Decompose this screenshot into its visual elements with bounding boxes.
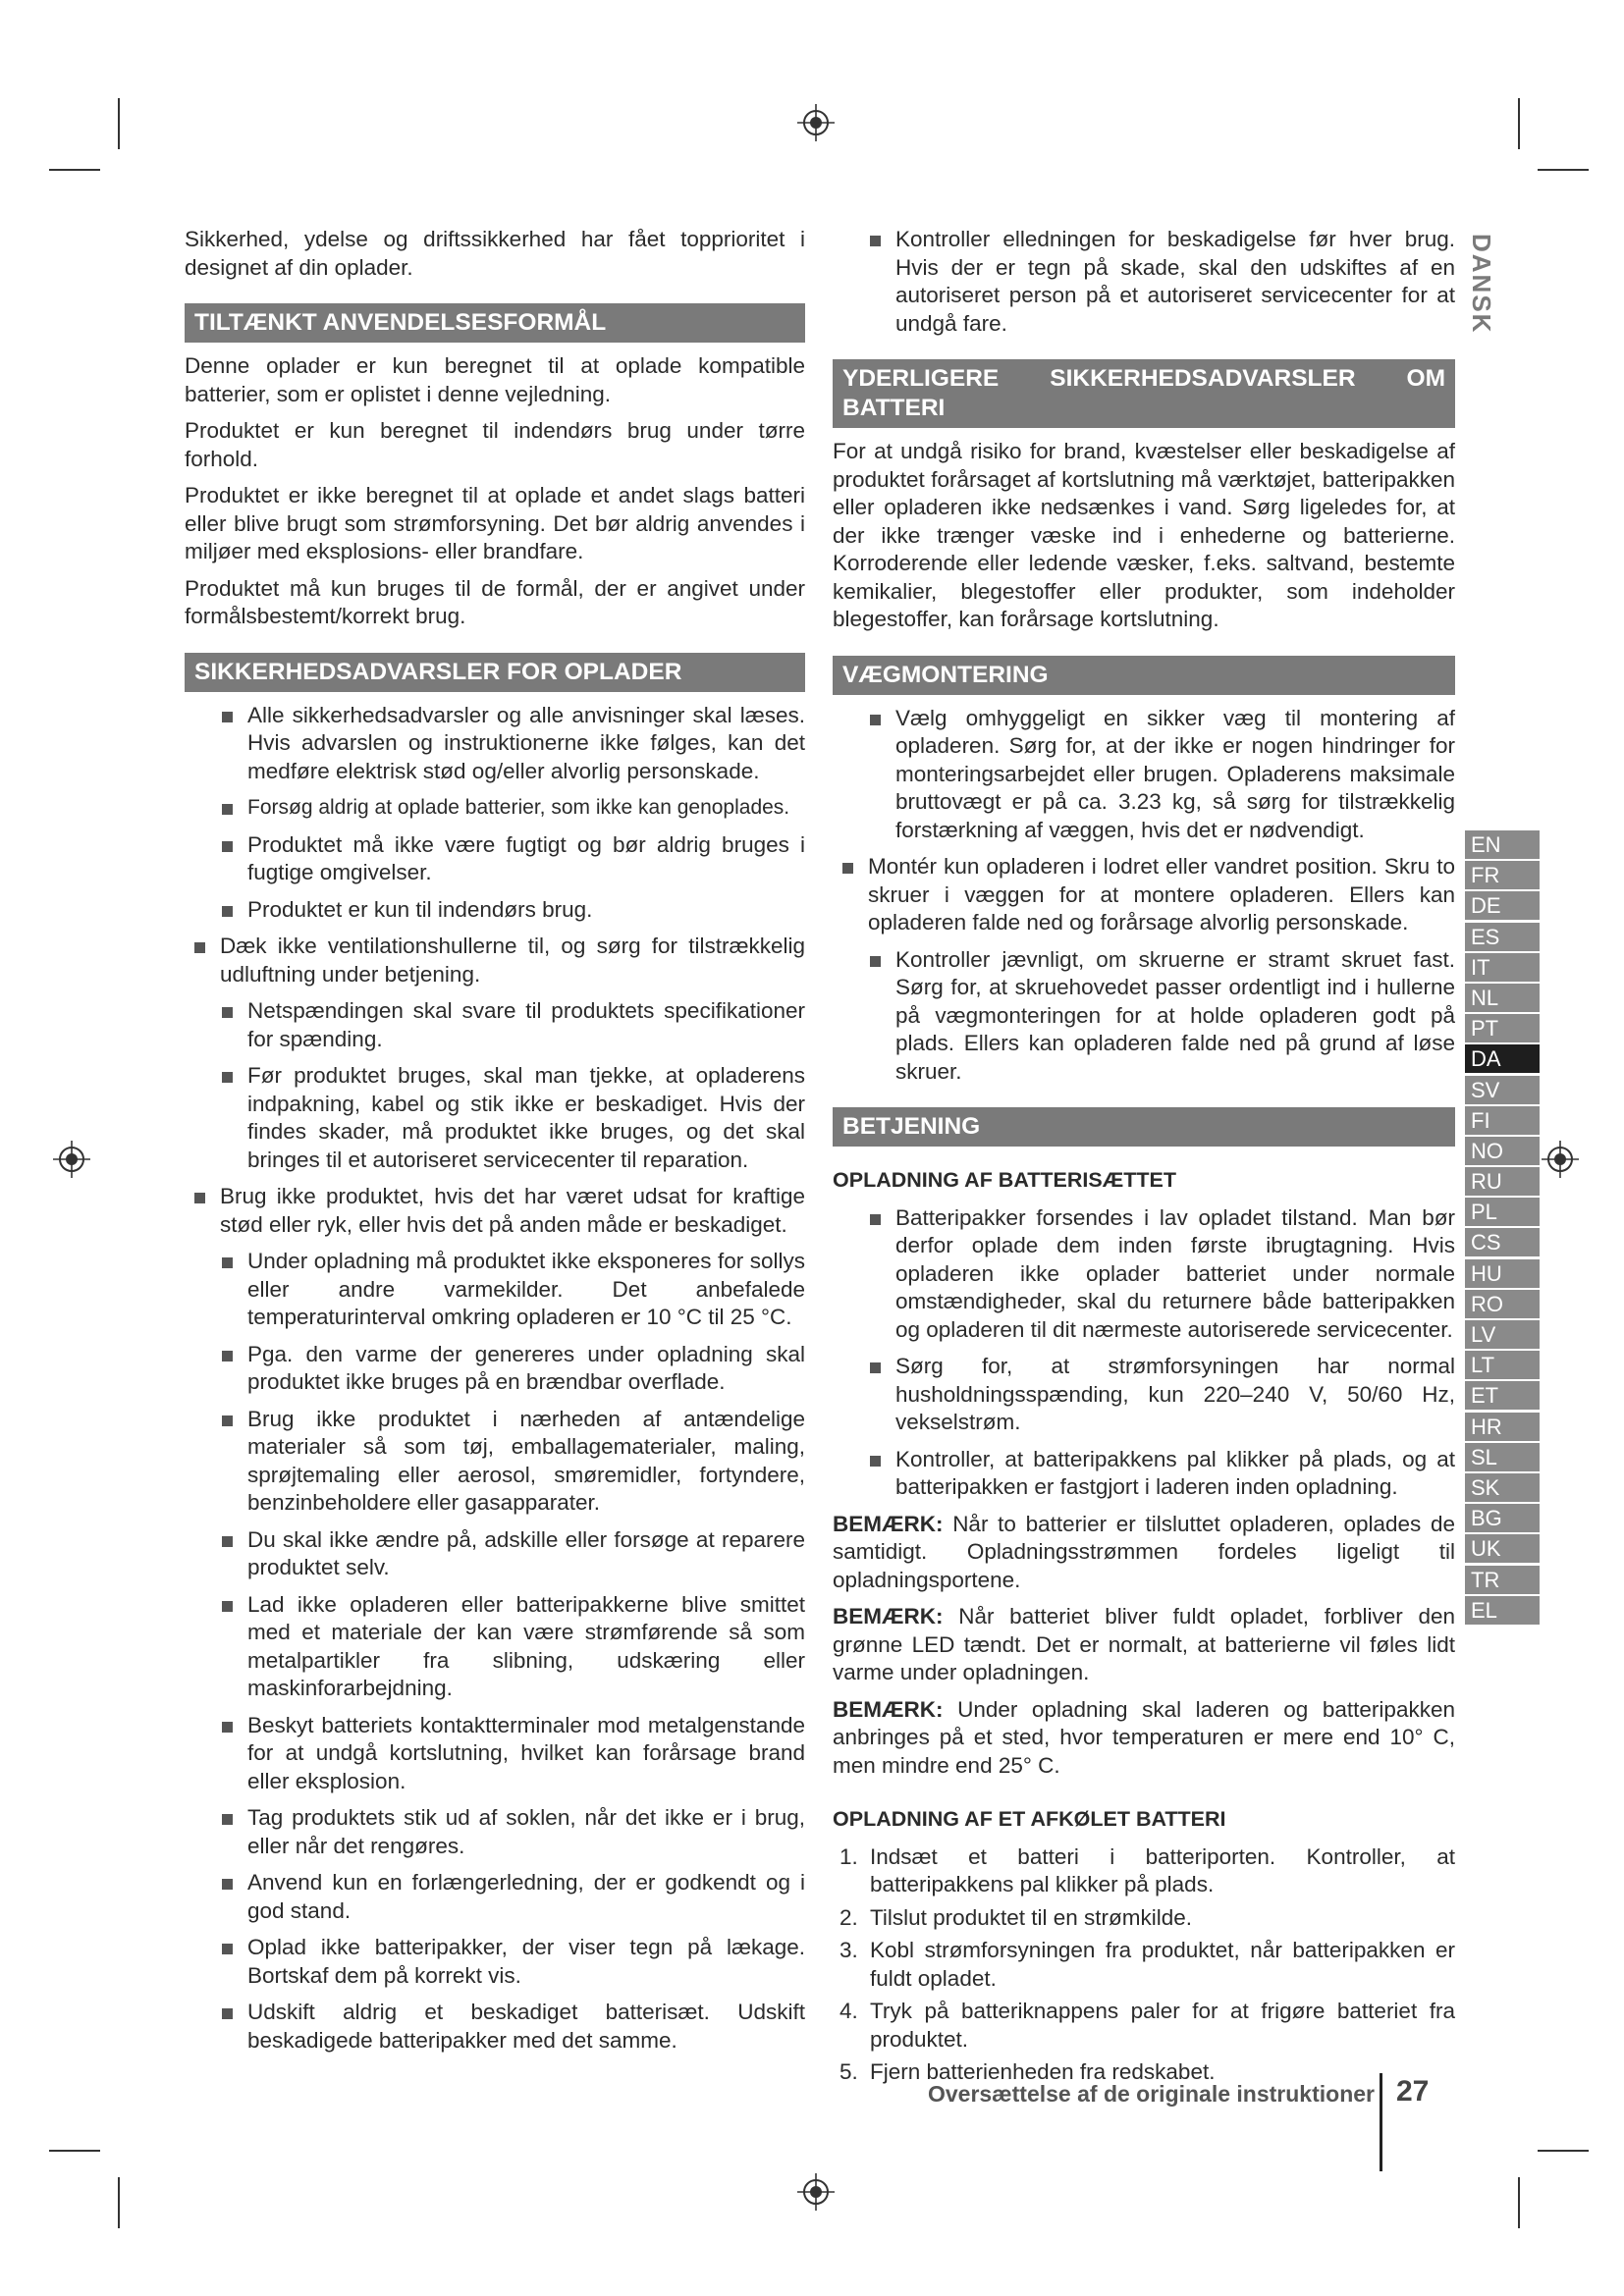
list-item: Anvend kun en forlængerledning, der er godkendt og i god stand. xyxy=(212,1869,805,1925)
steps-list xyxy=(833,1843,1455,2087)
language-tab-no[interactable]: NO xyxy=(1465,1137,1540,1165)
section-heading-charger-safety: SIKKERHEDSADVARSLER FOR OPLADER xyxy=(185,653,805,692)
language-tab-tr[interactable]: TR xyxy=(1465,1566,1540,1594)
language-tab-fr[interactable]: FR xyxy=(1465,861,1540,889)
language-tab-pl[interactable]: PL xyxy=(1465,1198,1540,1226)
charging-list xyxy=(833,1204,1455,1502)
language-tab-et[interactable]: ET xyxy=(1465,1381,1540,1410)
cord-check-list xyxy=(833,226,1455,338)
language-tab-fi[interactable]: FI xyxy=(1465,1106,1540,1135)
crop-mark xyxy=(1518,2177,1520,2228)
list-item: Før produktet bruges, skal man tjekke, at opladerens indpakning, kabel og stik ikke er beskadiget. Hvis der findes skader, må produktet ikke bruges, og det skal bringes til et autoriseret servicecenter til reparation. xyxy=(212,1062,805,1174)
list-item: Netspændingen skal svare til produktets specifikationer for spænding. xyxy=(212,997,805,1053)
list-item: Dæk ikke ventilationshullerne til, og sørg for tilstrækkelig udluftning under betjening. xyxy=(185,933,805,988)
note xyxy=(833,1511,1455,1595)
list-item: Sørg for, at strømforsyningen har normal husholdningsspænding, kun 220–240 V, 50/60 Hz, vekselstrøm. xyxy=(860,1353,1455,1437)
registration-mark-icon xyxy=(797,104,835,141)
note-label: BEMÆRK: xyxy=(833,1696,944,1722)
language-tab-lv[interactable]: LV xyxy=(1465,1320,1540,1349)
crop-mark xyxy=(1518,98,1520,149)
footer-text: Oversættelse af de originale instruktioner xyxy=(927,2081,1375,2107)
list-item: Kontroller, at batteripakkens pal klikker på plads, og at batteripakken er fastgjort i laderen inden opladning. xyxy=(860,1446,1455,1502)
section-heading-wall-mounting: VÆGMONTERING xyxy=(833,656,1455,695)
crop-mark xyxy=(49,169,100,171)
language-tab-sl[interactable]: SL xyxy=(1465,1443,1540,1471)
paragraph: Produktet er kun beregnet til indendørs brug under tørre forhold. xyxy=(185,418,805,471)
list-item: Forsøg aldrig at oplade batterier, som ikke kan genoplades. xyxy=(212,794,805,823)
language-tab-da[interactable]: DA xyxy=(1465,1044,1540,1073)
list-item: Du skal ikke ændre på, adskille eller forsøge at reparere produktet selv. xyxy=(212,1526,805,1582)
paragraph: For at undgå risiko for brand, kvæstelser eller beskadigelse af produktet forårsaget af kortslutning må værktøjet, batteripakken eller opladeren ikke nedsænkes i vand. Sørg ligeledes for, at der ikke trænger væske ind i enhederne og batterierne. Korroderende eller ledende væsker, f.eks. saltvand, bestemte kemikalier, blegestoffer eller produkter, som indeholder blegestoffer, kan forårsage kortslutning. xyxy=(833,439,1455,631)
list-item: Montér kun opladeren i lodret eller vandret position. Skru to skruer i væggen for at montere opladeren. Ellers kan opladeren falde ned og forårsage alvorlig personskade. xyxy=(833,853,1455,937)
language-tab-pt[interactable]: PT xyxy=(1465,1014,1540,1042)
list-item: Brug ikke produktet i nærheden af antændelige materialer så som tøj, emballagematerialer, maling, sprøjtemaling eller aerosol, smøremidler, fortyndere, benzinbeholdere eller gasapparater. xyxy=(212,1406,805,1518)
language-tab-en[interactable]: EN xyxy=(1465,830,1540,859)
registration-mark-icon xyxy=(1542,1141,1579,1178)
crop-mark xyxy=(1538,169,1589,171)
note-label: BEMÆRK: xyxy=(833,1511,944,1536)
language-tab-it[interactable]: IT xyxy=(1465,953,1540,982)
list-item: Under opladning må produktet ikke eksponeres for sollys eller andre varmekilder. Det anbefalede temperaturinterval omkring opladeren er 10 °C til 25 °C. xyxy=(212,1248,805,1332)
section-heading-intended-use: TILTÆNKT ANVENDELSESFORMÅL xyxy=(185,303,805,343)
language-tab-ro[interactable]: RO xyxy=(1465,1290,1540,1318)
left-column xyxy=(185,226,805,2063)
side-language-text: DANSK xyxy=(1467,234,1496,335)
crop-mark xyxy=(49,2150,100,2152)
note xyxy=(833,1603,1455,1687)
right-column xyxy=(833,226,1455,2092)
step-item: 5. Fjern batterienheden fra redskabet. xyxy=(864,2058,1455,2087)
registration-mark-icon xyxy=(53,1141,90,1178)
safety-bullet-list xyxy=(185,702,805,2056)
note-text: Når batteriet bliver fuldt opladet, forbliver den grønne LED tændt. Det er normalt, at batterierne vil føles lidt varme under opladningen. xyxy=(833,1604,1455,1684)
step-item: 3. Kobl strømforsyningen fra produktet, når batteripakken er fuldt opladet. xyxy=(864,1937,1455,1993)
list-item: Kontroller jævnligt, om skruerne er stramt skruet fast. Sørg for, at skruehovedet passer ordentligt ind i hullerne på vægmonteringen for at holde opladeren godt på plads. Ellers kan opladeren falde ned på grund af løse skruer. xyxy=(860,946,1455,1087)
paragraph: Produktet må kun bruges til de formål, der er angivet under formålsbestemt/korrekt brug. xyxy=(185,575,805,628)
list-item: Alle sikkerhedsadvarsler og alle anvisninger skal læses. Hvis advarslen og instruktionerne ikke følges, kan det medføre elektrisk stød og/eller alvorlig personskade. xyxy=(212,702,805,786)
language-tab-lt[interactable]: LT xyxy=(1465,1351,1540,1379)
language-tab-nl[interactable]: NL xyxy=(1465,984,1540,1012)
subheading-cold-battery: OPLADNING AF ET AFKØLET BATTERI xyxy=(833,1807,1226,1831)
step-item: 1. Indsæt et batteri i batteriporten. Kontroller, at batteripakkens pal klikker på plads. xyxy=(864,1843,1455,1899)
note xyxy=(833,1696,1455,1781)
language-tabs xyxy=(1465,830,1540,1627)
section-heading-battery-safety: YDERLIGERE SIKKERHEDSADVARSLER OM BATTERI xyxy=(833,359,1455,428)
list-item: Pga. den varme der genereres under opladning skal produktet ikke bruges på en brændbar overflade. xyxy=(212,1341,805,1397)
language-tab-sv[interactable]: SV xyxy=(1465,1076,1540,1104)
side-language-label xyxy=(1461,234,1500,351)
list-item: Vælg omhyggeligt en sikker væg til montering af opladeren. Sørg for, at der ikke er nogen hindringer for monteringsarbejdet eller brugen. Opladerens maksimale bruttovægt er på ca. 3.23 kg, så sørg for tilstrækkelig forstærkning af væggen, hvis det er nødvendigt. xyxy=(860,705,1455,845)
section-heading-operation: BETJENING xyxy=(833,1107,1455,1147)
list-item: Kontroller elledningen for beskadigelse før hver brug. Hvis der er tegn på skade, skal den udskiftes af en autoriseret person på et autoriseret servicecenter for at undgå fare. xyxy=(860,226,1455,338)
list-item: Produktet er kun til indendørs brug. xyxy=(212,896,805,925)
crop-mark xyxy=(1538,2150,1589,2152)
list-item: Lad ikke opladeren eller batteripakkerne blive smittet med et materiale der kan være strømførende så som metalpartikler fra slibning, udskæring eller maskinforarbejdning. xyxy=(212,1591,805,1703)
language-tab-es[interactable]: ES xyxy=(1465,923,1540,951)
paragraph: Produktet er ikke beregnet til at oplade et andet slags batteri eller blive brugt som strømforsyning. Det bør aldrig anvendes i miljøer med eksplosions- eller brandfare. xyxy=(185,483,805,563)
crop-mark xyxy=(118,98,120,149)
language-tab-ru[interactable]: RU xyxy=(1465,1167,1540,1196)
list-item: Brug ikke produktet, hvis det har været udsat for kraftige stød eller ryk, eller hvis det på anden måde er beskadiget. xyxy=(185,1183,805,1239)
subheading-charging: OPLADNING AF BATTERISÆTTET xyxy=(833,1168,1176,1192)
note-text: Under opladning skal laderen og batteripakken anbringes på et sted, hvor temperaturen er mere end 10° C, men mindre end 25° C. xyxy=(833,1696,1455,1778)
step-item: 4. Tryk på batteriknappens paler for at frigøre batteriet fra produktet. xyxy=(864,1998,1455,2054)
language-tab-el[interactable]: EL xyxy=(1465,1596,1540,1625)
intro-text: Sikkerhed, ydelse og driftssikkerhed har fået topprioritet i designet af din oplader. xyxy=(185,227,805,280)
list-item: Produktet må ikke være fugtigt og bør aldrig bruges i fugtige omgivelser. xyxy=(212,831,805,887)
registration-mark-icon xyxy=(797,2173,835,2211)
note-label: BEMÆRK: xyxy=(833,1604,944,1629)
language-tab-cs[interactable]: CS xyxy=(1465,1228,1540,1256)
paragraph: Denne oplader er kun beregnet til at oplade kompatible batterier, som er oplistet i denne vejledning. xyxy=(185,353,805,406)
list-item: Batteripakker forsendes i lav opladet tilstand. Man bør derfor oplade dem inden første ibrugtagning. Hvis opladeren ikke oplader batteriet under normale omstændigheder, skal du returnere både batteripakken og opladeren til dit nærmeste autoriserede servicecenter. xyxy=(860,1204,1455,1345)
wall-mount-list xyxy=(833,705,1455,1087)
note-text: Når to batterier er tilsluttet opladeren, oplades de samtidigt. Opladningsstrømmen fordeles ligeligt til opladningsportene. xyxy=(833,1511,1455,1592)
language-tab-bg[interactable]: BG xyxy=(1465,1504,1540,1532)
language-tab-hu[interactable]: HU xyxy=(1465,1259,1540,1288)
footer-divider xyxy=(1380,2073,1382,2171)
language-tab-hr[interactable]: HR xyxy=(1465,1413,1540,1441)
crop-mark xyxy=(118,2177,120,2228)
list-item: Beskyt batteriets kontaktterminaler mod metalgenstande for at undgå kortslutning, hvilket kan forårsage brand eller eksplosion. xyxy=(212,1712,805,1796)
step-item: 2. Tilslut produktet til en strømkilde. xyxy=(864,1904,1455,1933)
language-tab-sk[interactable]: SK xyxy=(1465,1473,1540,1502)
list-item: Tag produktets stik ud af soklen, når det ikke er i brug, eller når det rengøres. xyxy=(212,1804,805,1860)
list-item: Udskift aldrig et beskadiget batterisæt. Udskift beskadigede batteripakker med det samme. xyxy=(212,1999,805,2055)
page-number: 27 xyxy=(1396,2075,1430,2108)
list-item: Oplad ikke batteripakker, der viser tegn på lækage. Bortskaf dem på korrekt vis. xyxy=(212,1934,805,1990)
language-tab-de[interactable]: DE xyxy=(1465,891,1540,920)
language-tab-uk[interactable]: UK xyxy=(1465,1534,1540,1563)
